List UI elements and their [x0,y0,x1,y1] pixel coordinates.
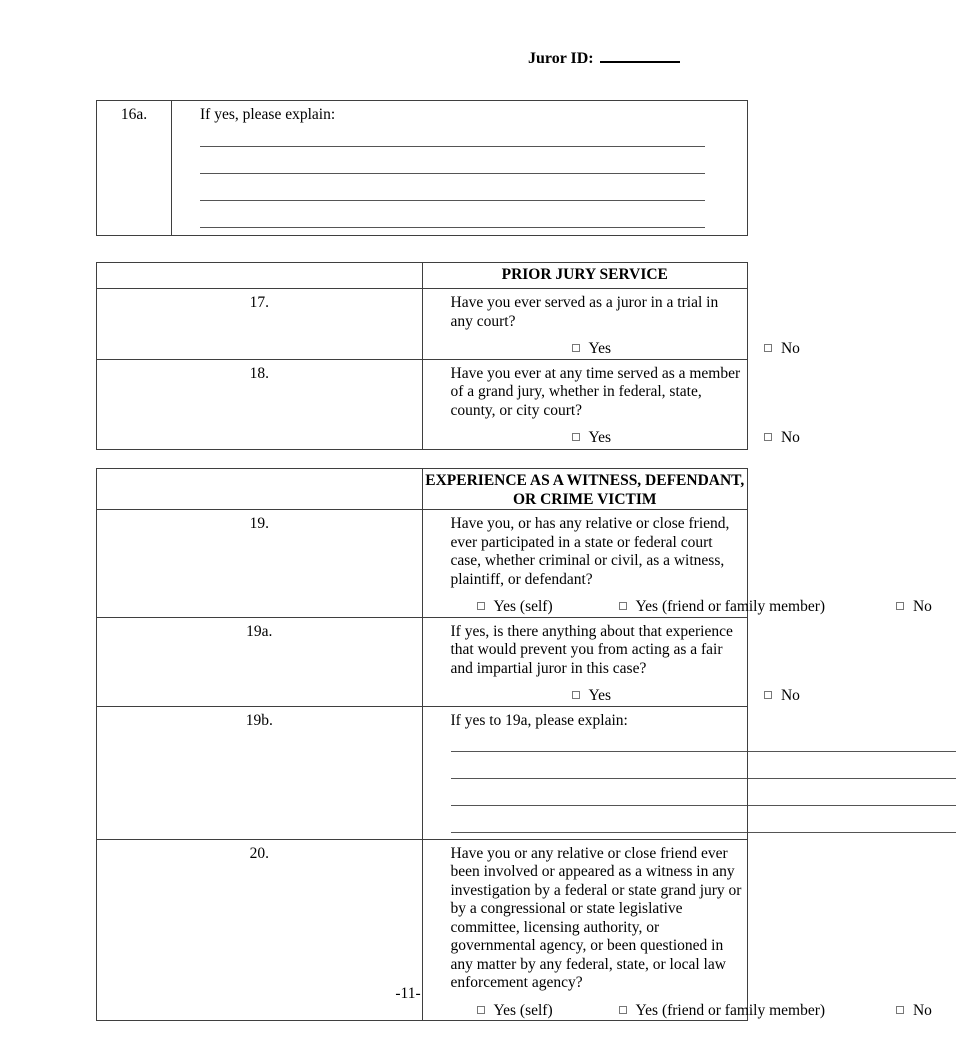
checkbox-label: Yes [588,429,612,446]
empty-header-cell [97,469,423,510]
checkbox-icon[interactable] [764,691,772,699]
checkbox-icon[interactable] [572,433,580,441]
checkbox-label: Yes [588,687,612,704]
question-number: 16a. [97,101,172,236]
question-number: 18. [97,359,423,449]
checkbox-label: Yes (friend or family member) [635,598,826,615]
question-text: Have you ever at any time served as a member of a grand jury, whether in federal, state, county, or city court? [450,364,741,419]
question-number: 19. [97,510,423,618]
checkbox-label: No [780,687,800,704]
question-text: Have you or any relative or close friend ever been involved or appeared as a witness in any investigation by a federal or state grand jury or by a congressional or state legislative committee, licensing authority, or governmental agency, or been questioned in any matter by any federal, state, or local law enforcement agency? [450,844,742,991]
checkbox-option[interactable] [764,340,800,359]
section-header-row [97,263,748,289]
checkbox-option[interactable] [896,1002,932,1021]
checkbox-option[interactable] [477,1002,553,1021]
checkbox-icon[interactable] [896,1006,904,1014]
answer-line[interactable] [451,806,956,833]
checkbox-label: Yes (self) [493,598,553,615]
table-experience-witness [96,468,932,1021]
checkbox-icon[interactable] [477,1006,485,1014]
checkbox-icon[interactable] [619,1006,627,1014]
juror-id-label: Juror ID: [528,50,594,67]
answer-line[interactable] [200,147,705,174]
answer-options [451,598,932,617]
checkbox-option[interactable] [572,340,612,359]
checkbox-icon[interactable] [572,344,580,352]
answer-line[interactable] [200,125,705,147]
question-text: Have you, or has any relative or close friend, ever participated in a state or federal court case, whether criminal or civil, as a witness, plaintiff, or defendant? [450,515,730,588]
checkbox-icon[interactable] [896,602,904,610]
table-row [97,101,748,236]
juror-id-field [528,50,680,68]
question-number: 19a. [97,617,423,706]
answer-line[interactable] [451,779,956,806]
checkbox-option[interactable] [896,598,932,617]
answer-options [451,340,800,359]
checkbox-label: No [912,598,932,615]
checkbox-label: No [780,429,800,446]
answer-options [451,1001,932,1021]
checkbox-icon[interactable] [572,691,580,699]
answer-options [451,687,800,706]
table-prior-jury-service [96,262,800,450]
question-number: 20. [97,839,423,1021]
empty-header-cell [97,263,423,289]
checkbox-option[interactable] [572,687,612,706]
question-number: 17. [97,289,423,360]
checkbox-icon[interactable] [477,602,485,610]
answer-line[interactable] [200,174,705,201]
checkbox-option[interactable] [619,598,826,617]
answer-line[interactable] [200,201,705,228]
question-number: 19b. [97,706,423,839]
table-row [97,359,748,449]
question-text: If yes, please explain: [200,106,336,123]
question-text: If yes, is there anything about that experience that would prevent you from acting as a fair and impartial juror in this case? [450,622,733,677]
checkbox-option[interactable] [572,429,612,448]
table-row [97,510,748,618]
checkbox-option[interactable] [619,1002,826,1021]
checkbox-label: Yes (self) [493,1001,553,1019]
checkbox-icon[interactable] [764,344,772,352]
table-row [97,706,748,839]
juror-id-input-line[interactable] [600,50,680,63]
checkbox-option[interactable] [764,687,800,706]
checkbox-option[interactable] [764,429,800,448]
section-title: EXPERIENCE AS A WITNESS, DEFENDANT, OR CRIME VICTIM [422,469,748,510]
table-16a [96,100,748,236]
answer-line[interactable] [451,752,956,779]
question-text: If yes to 19a, please explain: [450,711,628,729]
checkbox-option[interactable] [477,598,553,617]
answer-options [451,429,800,448]
section-title: PRIOR JURY SERVICE [422,263,748,289]
checkbox-label: No [780,340,800,357]
answer-line[interactable] [451,730,956,752]
page-number: -11- [395,985,421,1002]
checkbox-icon[interactable] [764,433,772,441]
section-header-row [97,469,748,510]
table-row [97,617,748,706]
checkbox-label: No [912,1001,932,1019]
checkbox-label: Yes (friend or family member) [635,1001,826,1019]
table-row [97,289,748,360]
question-text: Have you ever served as a juror in a trial in any court? [450,294,719,330]
checkbox-icon[interactable] [619,602,627,610]
checkbox-label: Yes [588,340,612,357]
